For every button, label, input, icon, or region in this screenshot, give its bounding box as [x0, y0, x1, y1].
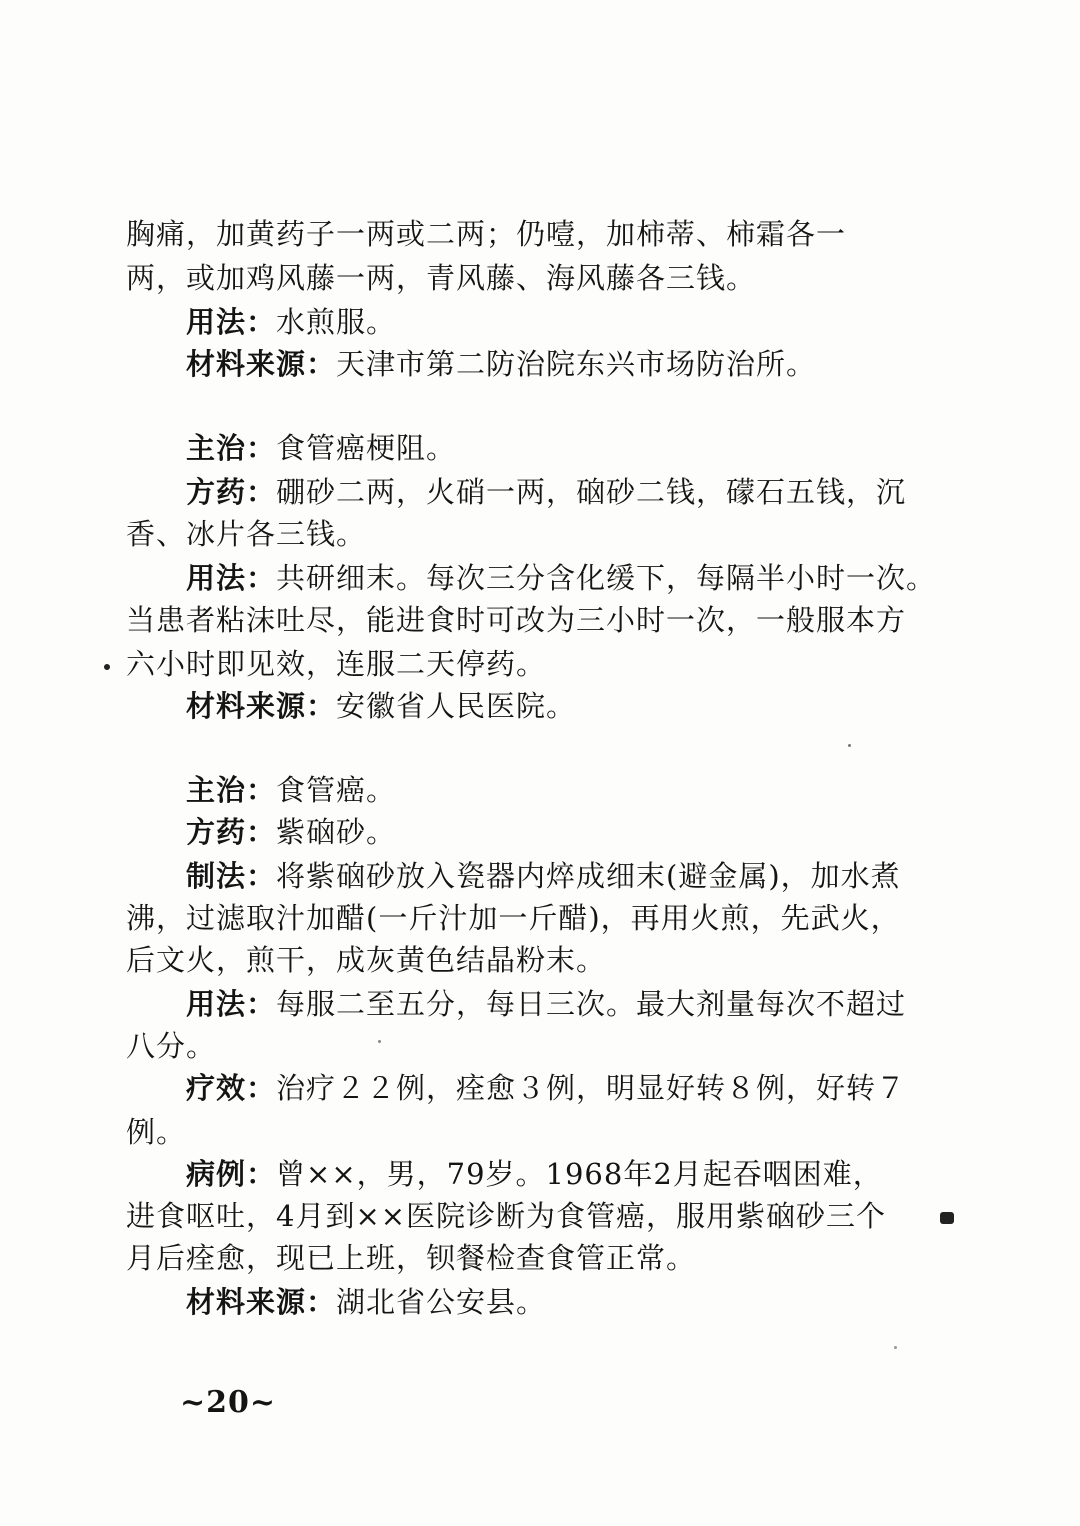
scan-speck — [894, 1346, 897, 1349]
line-13: 方药：紫硇砂。 — [186, 815, 397, 849]
line-18: 八分。 — [126, 1029, 217, 1063]
line-16: 后文火，煎干，成灰黄色结晶粉末。 — [126, 943, 607, 977]
line-24: 材料来源：湖北省公安县。 — [186, 1285, 547, 1319]
line-15: 沸，过滤取汁加醋(一斤汁加一斤醋)，再用火煎，先武火， — [126, 901, 901, 935]
line-19: 疗效：治疗２２例，痊愈３例，明显好转８例，好转７ — [186, 1071, 907, 1105]
scan-speck — [940, 1212, 954, 1224]
line-2: 两，或加鸡风藤一两，青风藤、海风藤各三钱。 — [126, 261, 757, 295]
line-1: 胸痛，加黄药子一两或二两；仍噎，加柿蒂、柿霜各一 — [126, 217, 847, 251]
line-14: 制法：将紫硇砂放入瓷器内焠成细末(避金属)，加水煮 — [186, 859, 901, 893]
line-12: 主治：食管癌。 — [186, 773, 397, 807]
line-22: 进食呕吐，4月到××医院诊断为食管癌，服用紫硇砂三个 — [126, 1199, 887, 1233]
line-9: 当患者粘沫吐尽，能进食时可改为三小时一次，一般服本方 — [126, 603, 907, 637]
line-23: 月后痊愈，现已上班，钡餐检查食管正常。 — [126, 1241, 697, 1275]
line-8: 用法：共研细末。每次三分含化缓下，每隔半小时一次。 — [186, 561, 937, 595]
line-5: 主治：食管癌梗阻。 — [186, 431, 457, 465]
line-4: 材料来源：天津市第二防治院东兴市场防治所。 — [186, 347, 817, 381]
page-number: ~20~ — [180, 1385, 277, 1420]
scan-speck — [104, 664, 110, 670]
line-10: 六小时即见效，连服二天停药。 — [126, 647, 547, 681]
line-6: 方药：硼砂二两，火硝一两，硇砂二钱，礞石五钱，沉 — [186, 475, 907, 509]
line-20: 例。 — [126, 1115, 187, 1149]
scan-speck — [378, 1040, 381, 1043]
line-7: 香、冰片各三钱。 — [126, 517, 367, 551]
line-3: 用法：水煎服。 — [186, 305, 397, 339]
line-21: 病例：曾××，男，79岁。1968年2月起吞咽困难， — [186, 1157, 883, 1191]
scan-speck — [848, 744, 851, 747]
line-17: 用法：每服二至五分，每日三次。最大剂量每次不超过 — [186, 987, 907, 1021]
line-11: 材料来源：安徽省人民医院。 — [186, 689, 577, 723]
